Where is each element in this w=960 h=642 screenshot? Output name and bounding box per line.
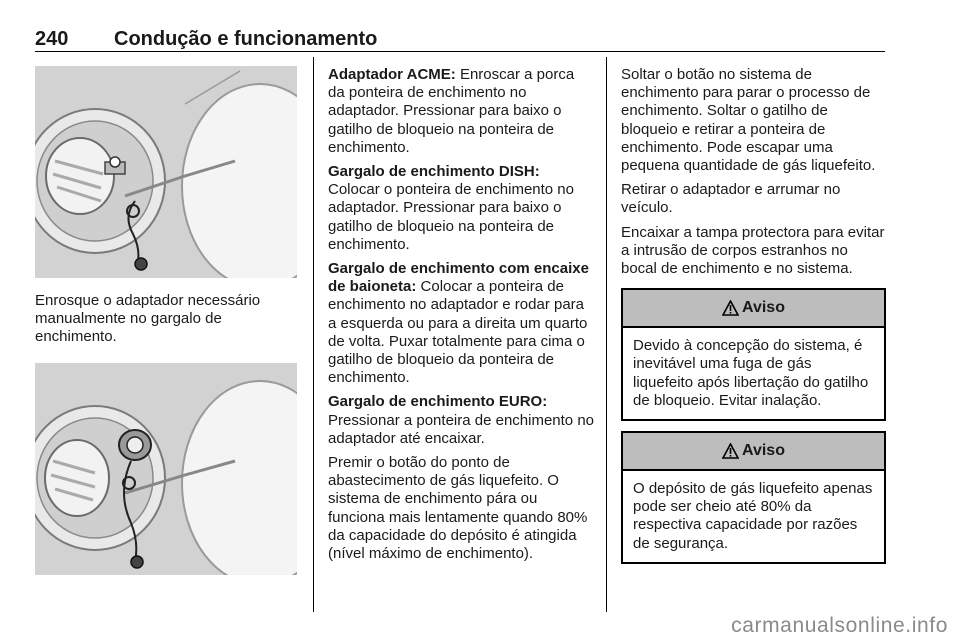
fuel-filler-illustration-top	[35, 66, 297, 278]
warning-box	[621, 288, 886, 421]
warning-header	[623, 290, 884, 328]
warning-text: Devido à concepção do sistema, é inevitável uma fuga de gás liquefeito após libertação do gatilho de bloqueio. Evitar inalação.	[633, 337, 869, 409]
acme-label: Adaptador ACME:	[328, 66, 456, 83]
column-divider	[313, 57, 314, 612]
warning-title: Aviso	[742, 299, 785, 317]
page-number: 240	[35, 28, 69, 50]
fuel-filler-drawing	[35, 363, 297, 575]
column-left	[35, 66, 297, 575]
figure-caption: Enrosque o adaptador necessário manualmente no gargalo de enchimento.	[35, 292, 261, 346]
bayonet-label: Gargalo de enchimento com encaixe de baioneta:	[328, 260, 589, 296]
warning-triangle-icon	[722, 300, 739, 316]
acme-text: Enroscar a porca da ponteira de enchimento no adaptador. Pressionar para baixo o gatilho de bloqueio na ponteira de enchimento.	[328, 66, 575, 156]
paragraph-soltar: Soltar o botão no sistema de enchimento para parar o processo de enchimento. Soltar o gatilho de bloqueio e retirar a ponteira de enchimento. Pode escapar uma pequena quantidade de gás liquefeito.	[621, 66, 876, 175]
warning-header	[623, 433, 884, 471]
dish-text: Colocar o ponteira de enchimento no adaptador. Pressionar para baixo o gatilho de bloqueio na ponteira de enchimento.	[328, 181, 574, 253]
euro-text: Pressionar a ponteira de enchimento no adaptador até encaixar.	[328, 411, 595, 447]
euro-label: Gargalo de enchimento EURO:	[328, 393, 548, 411]
column-divider	[606, 57, 607, 612]
fuel-filler-drawing	[35, 66, 297, 278]
paragraph-euro	[328, 393, 594, 448]
bayonet-text: Colocar a ponteira de enchimento no adaptador e rodar para a esquerda ou para a direita um quarto de volta. Puxar totalmente para cima o gatilho de bloqueio da ponteira de enchimento.	[328, 278, 588, 387]
paragraph-bayonet	[328, 260, 594, 387]
paragraph-premir: Premir o botão do ponto de abastecimento de gás liquefeito. O sistema de enchimento pára ou funciona mais lentamente quando 80% da capacidade do depósito é atingida (nível máximo de enchimento).	[328, 454, 588, 563]
paragraph-encaixar: Encaixar a tampa protectora para evitar a intrusão de corpos estranhos no bocal de enchimento e no sistema.	[621, 223, 885, 278]
chapter-title: Condução e funcionamento	[114, 28, 378, 50]
paragraph-retirar: Retirar o adaptador e arrumar no veículo.	[621, 181, 841, 217]
column-right	[621, 66, 886, 573]
warning-box	[621, 431, 886, 564]
warning-text: O depósito de gás liquefeito apenas pode ser cheio até 80% da respectiva capacidade por razões de segurança.	[633, 480, 873, 552]
dish-label: Gargalo de enchimento DISH:	[328, 163, 540, 181]
warning-title: Aviso	[742, 441, 785, 459]
paragraph-dish	[328, 163, 594, 254]
paragraph-acme	[328, 66, 594, 157]
page-header	[35, 28, 885, 52]
watermark: carmanualsonline.info	[731, 614, 948, 637]
fuel-filler-illustration-bottom	[35, 363, 297, 575]
column-middle	[328, 66, 594, 569]
warning-triangle-icon	[722, 443, 739, 459]
